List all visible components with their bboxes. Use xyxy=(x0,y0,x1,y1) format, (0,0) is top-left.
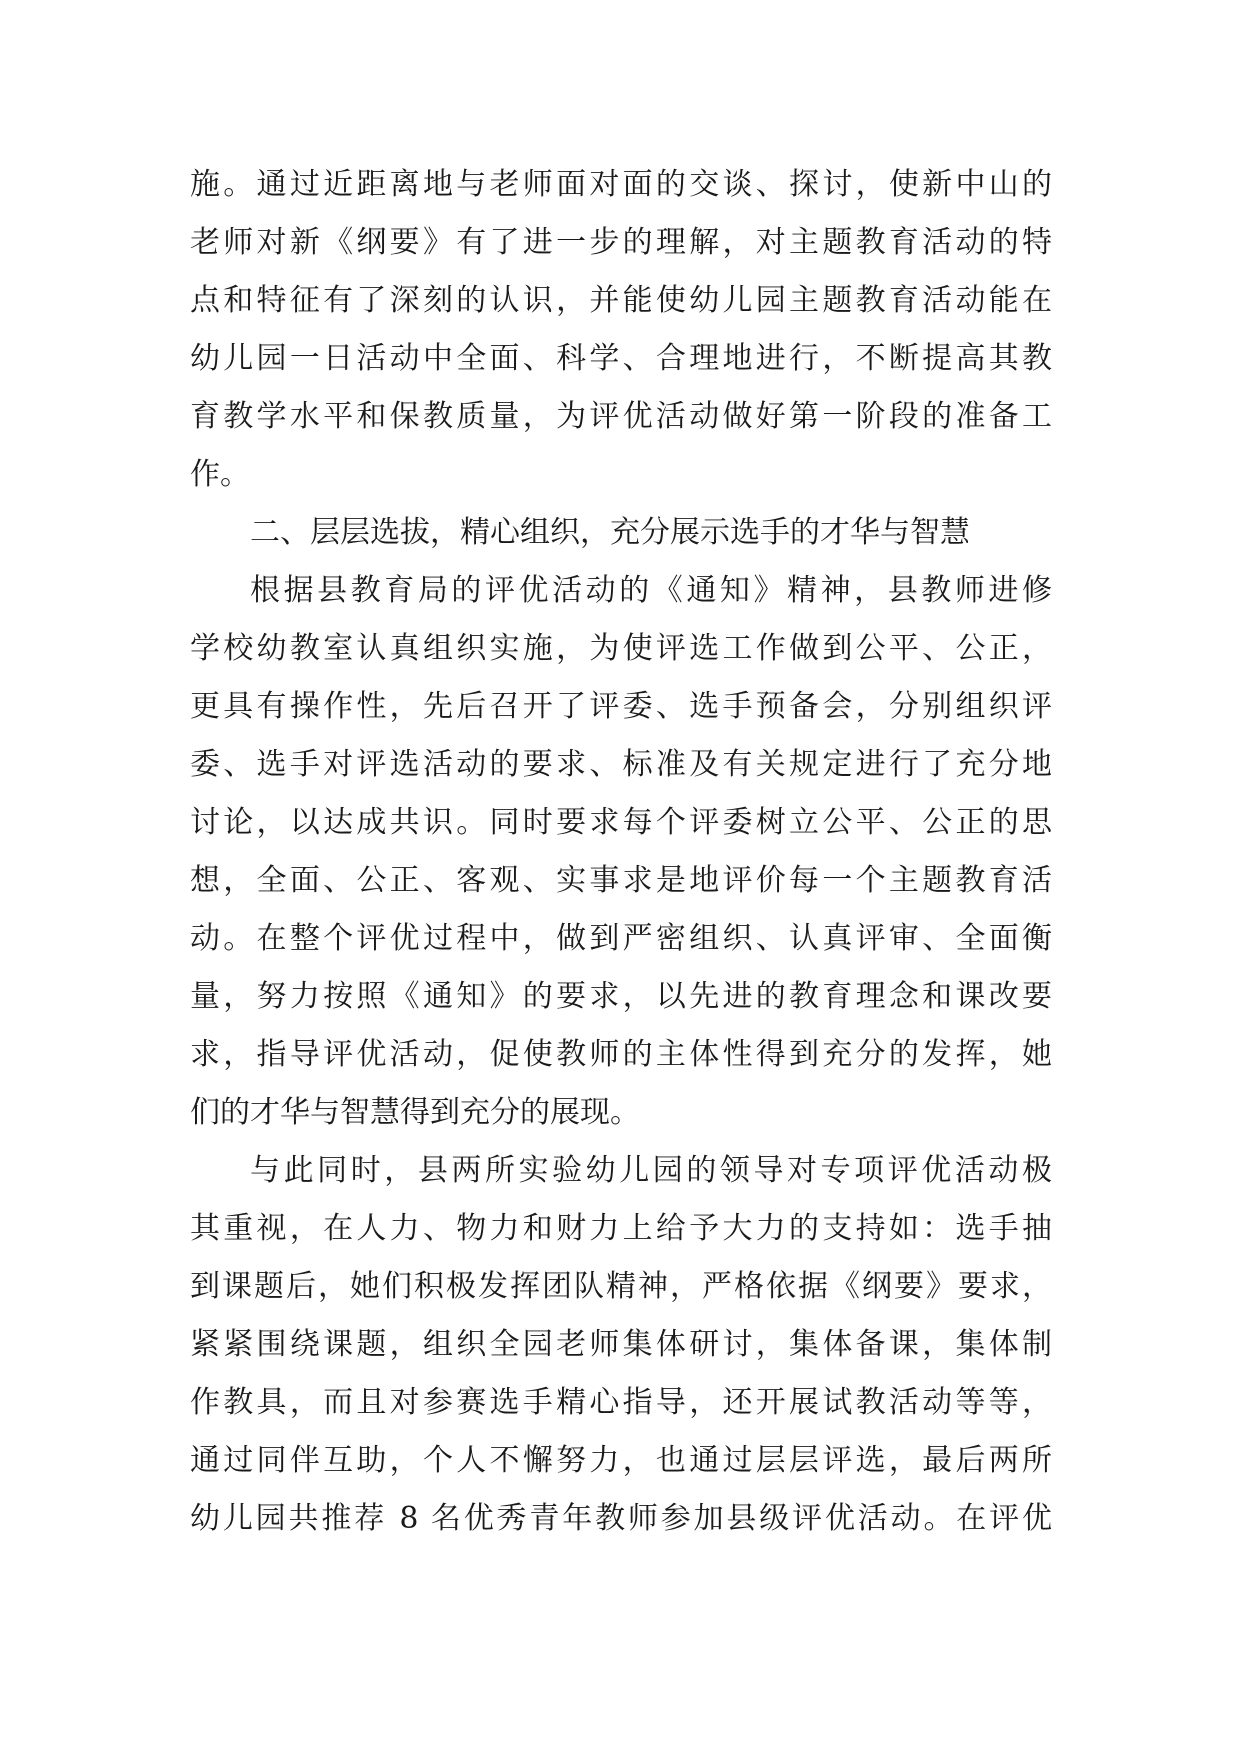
text-line: 紧紧围绕课题，组织全园老师集体研讨，集体备课，集体制 xyxy=(190,1327,1052,1362)
text-line: 幼儿园共推荐 8 名优秀青年教师参加县级评优活动。在评优 xyxy=(190,1501,1052,1536)
text-line: 求，指导评优活动，促使教师的主体性得到充分的发挥，她 xyxy=(190,1037,1052,1072)
text-line: 老师对新《纲要》有了进一步的理解，对主题教育活动的特 xyxy=(190,225,1052,260)
text-line: 作。 xyxy=(190,457,250,492)
text-line: 学校幼教室认真组织实施，为使评选工作做到公平、公正， xyxy=(190,631,1052,666)
text-line: 幼儿园一日活动中全面、科学、合理地进行，不断提高其教 xyxy=(190,341,1052,376)
text-line: 更具有操作性，先后召开了评委、选手预备会，分别组织评 xyxy=(190,689,1052,724)
text-line: 到课题后，她们积极发挥团队精神，严格依据《纲要》要求， xyxy=(190,1269,1052,1304)
text-line: 委、选手对评选活动的要求、标准及有关规定进行了充分地 xyxy=(190,747,1052,782)
text-line: 其重视，在人力、物力和财力上给予大力的支持如：选手抽 xyxy=(190,1211,1052,1246)
text-line: 动。在整个评优过程中，做到严密组织、认真评审、全面衡 xyxy=(190,921,1052,956)
text-line: 点和特征有了深刻的认识，并能使幼儿园主题教育活动能在 xyxy=(190,283,1052,318)
text-line: 通过同伴互助，个人不懈努力，也通过层层评选，最后两所 xyxy=(190,1443,1052,1478)
text-line: 量，努力按照《通知》的要求，以先进的教育理念和课改要 xyxy=(190,979,1052,1014)
text-line: 与此同时，县两所实验幼儿园的领导对专项评优活动极 xyxy=(250,1153,1052,1188)
text-line: 讨论，以达成共识。同时要求每个评委树立公平、公正的思 xyxy=(190,805,1052,840)
text-line: 根据县教育局的评优活动的《通知》精神，县教师进修 xyxy=(250,573,1052,608)
text-line: 育教学水平和保教质量，为评优活动做好第一阶段的准备工 xyxy=(190,399,1052,434)
section-heading: 二、层层选拔，精心组织，充分展示选手的才华与智慧 xyxy=(250,515,970,550)
text-line: 们的才华与智慧得到充分的展现。 xyxy=(190,1095,640,1130)
text-line: 想，全面、公正、客观、实事求是地评价每一个主题教育活 xyxy=(190,863,1052,898)
body-text xyxy=(190,156,1052,1548)
text-line: 施。通过近距离地与老师面对面的交谈、探讨，使新中山的 xyxy=(190,167,1052,202)
text-line: 作教具，而且对参赛选手精心指导，还开展试教活动等等， xyxy=(190,1385,1052,1420)
